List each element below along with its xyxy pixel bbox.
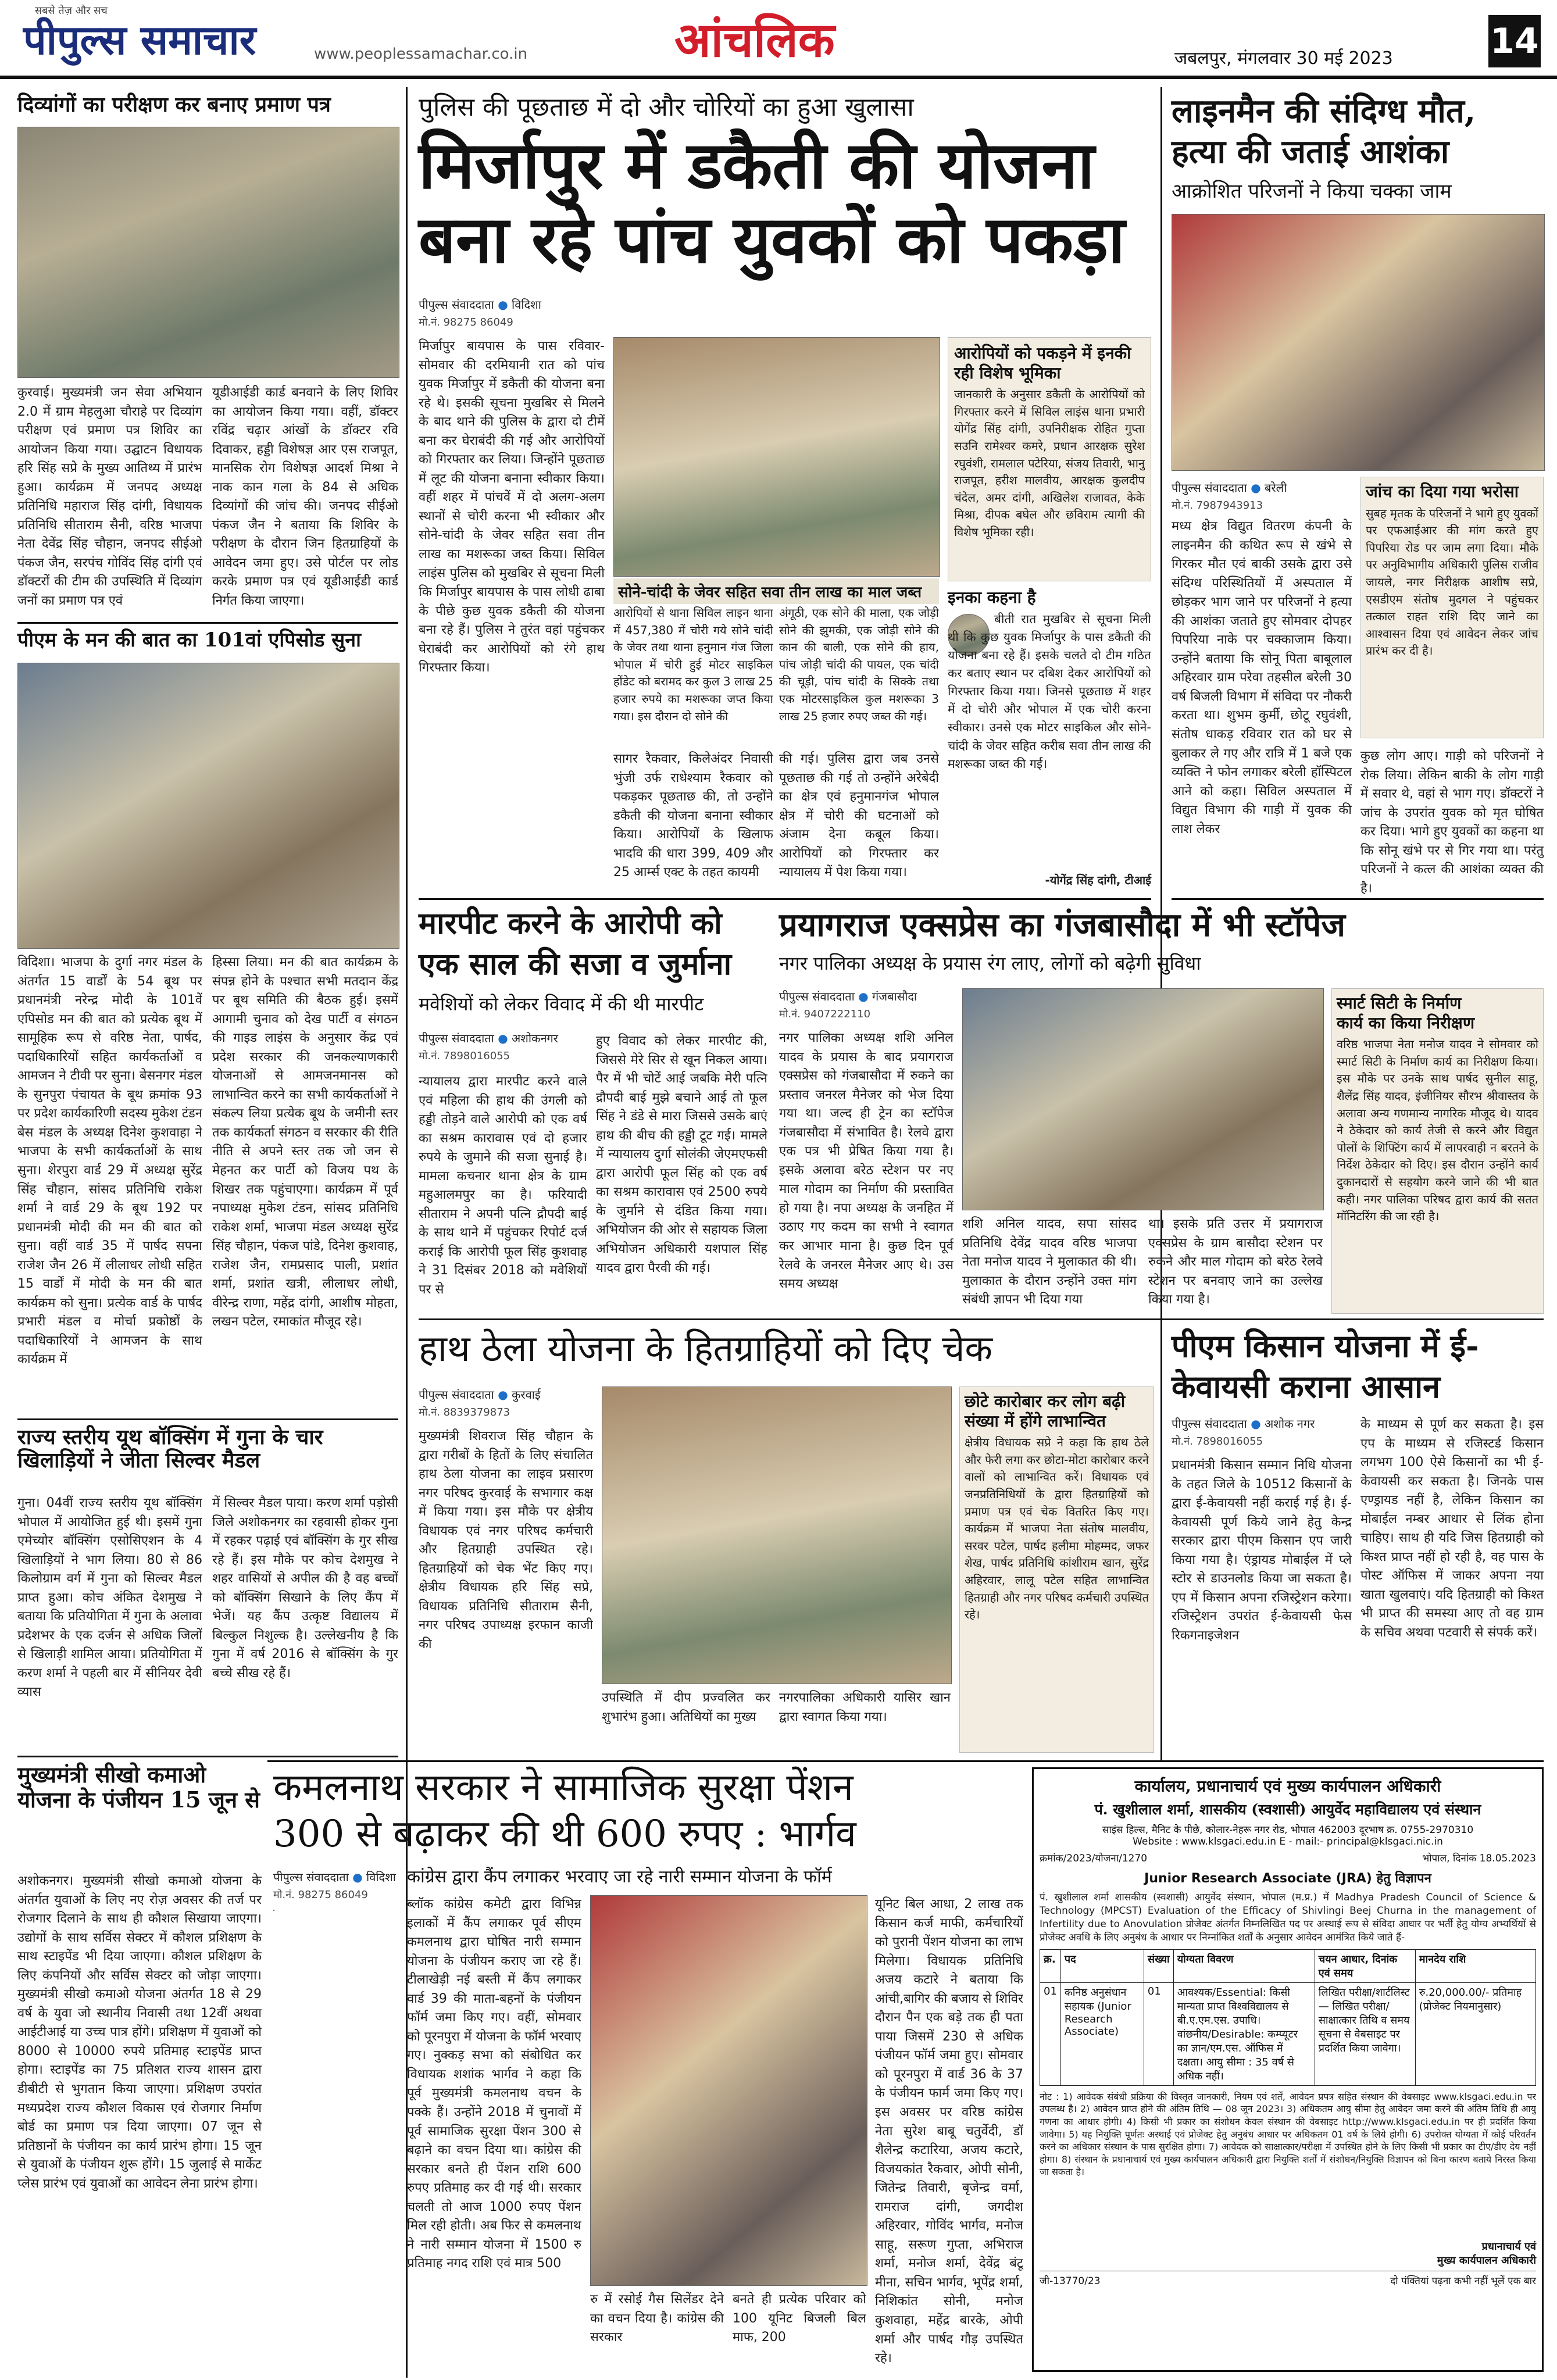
photo-caption-a11-a: रु में रसोई गैस सिलेंडर देने का वचन दिया है। कांग्रेस की सरकार xyxy=(590,2292,724,2345)
ad-advert-title: Junior Research Associate (JRA) हेतु विज्ञापन xyxy=(1144,1871,1431,1886)
byline-a11: पीपुल्स संवाददाता ● विदिशा xyxy=(273,1870,396,1884)
subhead-a11: कांग्रेस द्वारा कैंप लगाकर भरवाए जा रहे नारी सम्मान योजना के फॉर्म xyxy=(407,1867,832,1887)
photo-caption-a9-a: उपस्थिति में दीप प्रज्वलित कर शुभारंभ हुआ। अतिथियों का मुख्य xyxy=(602,1691,770,1724)
reporter: पीपुल्स संवाददाता xyxy=(419,1031,494,1045)
mobile-a11: मो.नं. 98275 86049 xyxy=(273,1889,368,1901)
photo-arrested-youths xyxy=(613,337,940,577)
ad-signatory-1: प्रधानाचार्य एवं xyxy=(1481,2240,1536,2253)
sidebar-box-a8 xyxy=(1331,988,1544,1314)
photo-cheque-distribution xyxy=(602,1386,952,1684)
ad-signatory-2: मुख्य कार्यपालन अधिकारी xyxy=(1437,2254,1536,2267)
site-link[interactable]: www.peoplessamachar.co.in xyxy=(314,45,528,63)
sidebar-title-a6: जांच का दिया गया भरोसा xyxy=(1366,482,1519,501)
sidebar-box-a9 xyxy=(959,1386,1154,1753)
article-a10-col2: के माध्यम से पूर्ण कर सकता है। इस एप के माध्यम से रजिस्टर्ड किसान लगभग 100 ऐसे किसानों का भी ई-केवायसी कर सकता है। जिनके पास एण्ड्रायड नहीं है, लेकिन किसान का मोबाईल नम्बर आधार से लिंक होना चाहिए। साथ ही यदि जिस हितग्राही को किश्त प्राप्त नहीं हो रही है, वह पास के पोस्ट ऑफिस में जाकर अपना नया खाता खुलवाएं। यदि हितग्राही को किश्त भी प्राप्त की समस्या आए तो वह ग्राम के सचिव अथवा पटवारी से संपर्क करें। xyxy=(1360,1417,1544,1641)
sidebar-box-a5 xyxy=(948,337,1151,581)
subhead-a7: मवेशियों को लेकर विवाद में की थी मारपीट xyxy=(419,993,704,1015)
ad-table xyxy=(1040,1949,1536,2086)
dateline-place: विदिशा xyxy=(366,1870,396,1884)
ad-ref-date: भोपाल, दिनांक 18.05.2023 xyxy=(1422,1853,1536,1864)
byline-a8: पीपुल्स संवाददाता ● गंजबासौदा xyxy=(779,989,917,1003)
headline-a5-line2: बना रहे पांच युवकों को पकड़ा xyxy=(419,202,1125,278)
ad-title-2: पं. खुशीलाल शर्मा, शासकीय (स्वशासी) आयुर्वेद महाविद्यालय एवं संस्थान xyxy=(1094,1801,1481,1818)
article-a6-col2: कुछ लोग आए। गाड़ी को परिजनों ने रोक लिया। लेकिन बाकी के लोग गाड़ी में सवार थे, वहां से भाग गए। डॉक्टरों ने जांच के उपरांत युवक को मृत घोषित कर दिया। भागे हुए युवकों का कहना था कि सोनू खंभे पर से गिर गया था। परंतु परिजनों ने कत्ल की आशंका व्यक्त की है। xyxy=(1360,749,1544,896)
ad-cell-salary: रु.20,000.00/- प्रतिमाह (प्रोजेक्ट नियमानुसार) xyxy=(1415,1982,1535,2085)
ad-notes: नोट : 1) आवेदक संबंधी प्रक्रिया की विस्तृत जानकारी, नियम एवं शर्तें, आवेदन प्रपत्र सहित संस्थान की वेबसाइट www.klsgaci.edu.in पर उपलब्ध है। 2) आवेदन प्राप्त होने की अंतिम तिथि — 08 जून 2023। 3) अधिकतम आयु सीमा हेतु आवेदन जमा करने की अंतिम तिथि ही आयु गणना का आधार होगी। 4) किसी भी प्रकार का संशोधन केवल संस्थान की वेबसाइट http://www.klsgaci.edu.in पर ही प्रदर्शित किया जावेगा। 5) यह नियुक्ति पूर्णतः अस्थाई एवं प्रोजेक्ट हेतु अनुबंध आधार पर अधिकतम 01 वर्ष के लिये होगी। 6) उपरोक्त योग्यता में कोई परिवर्तन करने का अधिकार संस्थान के पास सुरक्षित होगा। 7) आवेदक को साक्षात्कार/परीक्षा में उपस्थित होने के लिए किसी भी प्रकार का टीए/डीए देय नहीं होगा। 8) संस्थान के प्रधानाचार्य एवं मुख्य कार्यपालन अधिकारी द्वारा नियुक्ति शर्तों में संशोधन/नियुक्ति विज्ञापन को बिना कारण बताये निरस्त किया जा सकता है। xyxy=(1040,2090,1536,2178)
article-a1-col2: यूडीआईडी कार्ड बनवाने के लिए शिविर का आयोजन किया गया। वहीं, डॉक्टर रविंद्र चढ़ार आंखों के डॉक्टर रवि दिवाकर, हड्डी विशेषज्ञ आर एस राजपूत, मानसिक रोग विशेषज्ञ आदर्श मिश्रा ने नाक कान गला के 84 से अधिक दिव्यांगों की जांच की। जनपद सीईओ पंकज जैन ने बताया कि शिविर के परीक्षण के दौरान जिन हितग्राहियों के आवेदन जमा हुए। उसे पोर्टल पर लोड करके प्रमाण पत्र एवं यूडीआईडी कार्ड निर्गत किया जाएगा। xyxy=(212,385,398,609)
quote-title-a5: इनका कहना है xyxy=(948,588,1036,607)
reporter: पीपुल्स संवाददाता xyxy=(273,1870,349,1884)
photo-congress-camp xyxy=(590,1895,867,2286)
headline-a11-line2: 300 से बढ़ाकर की थी 600 रुपए : भार्गव xyxy=(273,1813,856,1856)
sidebar-box-a6 xyxy=(1360,477,1544,738)
reporter: पीपुल्स संवाददाता xyxy=(419,298,494,312)
mobile-a7: मो.नं. 7898016055 xyxy=(419,1050,510,1062)
article-a8-col2: शशि अनिल यादव, सपा सांसद प्रतिनिधि देवेंद्र यादव वरिष्ठ भाजपा नेता मनोज यादव ने मुलाकात की थी। मुलाकात के दौरान उन्होंने उक्त मांग संबंधी ज्ञापन भी दिया गया xyxy=(962,1217,1137,1307)
ad-col-post: पद xyxy=(1060,1949,1144,1982)
brand-logo: पीपुल्स समाचार xyxy=(23,16,256,64)
ad-website[interactable]: Website : www.klsgaci.edu.in E - mail:- principal@klsgaci.nic.in xyxy=(1133,1836,1443,1847)
subhead-a8: नगर पालिका अध्यक्ष के प्रयास रंग लाए, लोगों को बढ़ेगी सुविधा xyxy=(779,952,1201,974)
byline-a7: पीपुल्स संवाददाता ● अशोकनगर xyxy=(419,1031,558,1045)
sidebar-body-a9: क्षेत्रीय विधायक सप्रे ने कहा कि हाथ ठेले और फेरी लगा कर छोटा-मोटा कारोबार करने वालों को लाभान्वित करें। विधायक एवं जनप्रतिनिधियों के द्वारा हितग्राहियों को प्रमाण पत्र एवं चेक वितरित किए गए। कार्यक्रम में भाजपा नेता संतोष मालवीय, सरवर पटेल, पार्षद हलीमा मोहम्मद, जफर शेख, पार्षद प्रतिनिधि कांशीराम खान, सुरेंद्र अहिरवार, लालू पटेल सहित लाभान्वित हितग्राही और नगर परिषद कर्मचारी उपस्थित रहे। xyxy=(965,1435,1149,1622)
ad-col-count: संख्या xyxy=(1144,1949,1173,1982)
divider xyxy=(1172,898,1544,900)
photo-caption-a5: सोने-चांदी के जेवर सहित सवा तीन लाख का माल जब्त xyxy=(613,578,939,604)
headline-a6-line2: हत्या की जताई आशंका xyxy=(1172,133,1449,171)
dateline-place: अशोकनगर xyxy=(512,1031,558,1045)
headline-a4: मुख्यमंत्री सीखो कमाओ योजना के पंजीयन 15 जून से xyxy=(17,1761,260,1813)
photo-camp xyxy=(17,127,399,378)
headline-a9: हाथ ठेला योजना के हितग्राहियों को दिए चेक xyxy=(419,1327,993,1370)
ad-address: साइंस हिल्स, मैनिट के पीछे, कोलार-नेहरू नगर रोड, भोपाल 462003 दूरभाष क्र. 0755-2970310 xyxy=(1102,1824,1474,1836)
ad-intro: पं. खुशीलाल शर्मा शासकीय (स्वशासी) आयुर्वेद संस्थान, भोपाल (म.प्र.) में Madhya Pradesh Council of Science & Technology (MPCST) Evaluation of the Efficacy of Shivlingi Beej Churna in the management of Infertility due to Anovulation प्रोजेक्ट अंतर्गत निम्नलिखित पद पर अस्थाई रूप से संविदा आधार पर भर्ती हेतु योग्य अभ्यर्थियों से प्रोजेक्ट अवधि के लिए अनुबंध के आधार पर निम्नांकित शर्तों के अनुसार आवेदन आमंत्रित किये जाते हैं- xyxy=(1040,1892,1536,1943)
headline-a2: पीएम के मन की बात का 101वां एपिसोड सुना xyxy=(17,628,361,652)
ad-cell-count: 01 xyxy=(1144,1982,1173,2085)
subhead-a6: आक्रोशित परिजनों ने किया चक्का जाम xyxy=(1172,180,1452,203)
sidebar-body-a8: वरिष्ठ भाजपा नेता मनोज यादव ने सोमवार को स्मार्ट सिटी के निर्माण कार्य का निरीक्षण किया। इस मौके पर उनके साथ पार्षद सुनील साहू, शैलेंद्र सिंह यादव, इंजीनियर सौरभ श्रीवास्तव के अलावा अन्य गणमान्य नागरिक मौजूद थे। यादव ने ठेकेदार को कार्य तेजी से करने और विद्युत पोलों के शिफ्टिंग कार्य में लापरवाही न बरतने के निर्देश ठेकेदार को दिए। इस दौरान उन्होंने कार्य दुकानदारों से सहयोग करने जाने की भी बात कही। नगर पालिका परिषद द्वारा कार्य की सतत मॉनिटरिंग की जा रही है। xyxy=(1337,1037,1538,1224)
section-title: आंचलिक xyxy=(674,12,835,68)
headline-a10-line2: केवायसी कराना आसान xyxy=(1172,1368,1441,1405)
article-a3-col2: में सिल्वर मैडल पाया। करण शर्मा पड़ोसी जिले अशोकनगर का रहवासी होकर गुना में रहकर पढ़ाई एवं बॉक्सिंग के गुर सीख रहे हैं। इस मौके पर कोच देशमुख ने शहर वासियों से अपील की है वह बच्चों को बॉक्सिंग सिखाने के लिए कैंप में भेजें। यह कैंप उत्कृष्ट विद्यालय में बिल्कुल निशुल्क है। उल्लेखनीय है कि गुना में वर्ष 2016 से बॉक्सिंग के गुर बच्चे सीख रहे हैं। xyxy=(212,1496,398,1681)
article-a7-col1: न्यायालय द्वारा मारपीट करने वाले एवं महिला की हाथ की उंगली को हड्डी तोड़ने वाले आरोपी को एक वर्ष का सश्रम कारावास एवं दो हजार रुपये के जुमाने की सजा सुनाई है। मामला कचनार थाना क्षेत्र के ग्राम महुआलमपुर का है। फरियादी सीताराम ने अपनी पत्नि द्रौपदी बाई के साथ थाने में पहुंचकर रिपोर्ट दर्ज कराई कि आरोपी फूल सिंह कुशवाह ने 31 दिसंबर 2018 को मवेशियों पर से xyxy=(419,1074,587,1298)
ad-cell-selection: लिखित परीक्षा/शार्टलिस्ट — लिखित परीक्षा/साक्षात्कार तिथि व समय सूचना से वेबसाइट पर प्रदर्शित किया जावेगा। xyxy=(1315,1982,1415,2085)
advertisement-jra xyxy=(1032,1767,1544,2372)
ad-col-qualification: योग्यता विवरण xyxy=(1173,1949,1315,1982)
article-a5-col1: मिर्जापुर बायपास के पास रविवार-सोमवार की दरमियानी रात को पांच युवक मिर्जापुर में डकैती की योजना बना रहे थे। इसकी सूचना मुखबिर से मिलने के बाद थाने की पुलिस के द्वारा दो टीमें बना कर घेराबंदी की गई और आरोपियों को गिरफ्तार कर लिया। जिन्होंने पूछताछ में लूट की योजना बनाना स्वीकार किया। वहीं शहर में पांचवें में दो अलग-अलग स्थानों से चोरी करना भी स्वीकार और सोने-चांदी के जेवर सहित सवा तीन लाख का मशरूका जब्त किया। सिविल लाइंस पुलिस को मुखबिर से सूचना मिली कि मिर्जापुर बायपास के पास लोधी ढाबा के पीछे कुछ युवक डकैती की योजना बना रहे हैं। पुलिस ने तुरंत वहां पहुंचकर घेराबंदी कर आरोपियों को रंगे हाथ गिरफ्तार किया। xyxy=(419,339,605,676)
ad-table-header xyxy=(1040,1949,1536,1982)
sidebar-title-a9: छोटे कारोबार कर लोग बढ़ी संख्या में होंगे लाभान्वित xyxy=(965,1392,1126,1431)
dateline-place: कुरवाई xyxy=(512,1388,541,1402)
headline-a3: राज्य स्तरीय यूथ बॉक्सिंग में गुना के चार खिलाड़ियों ने जीता सिल्वर मैडल xyxy=(17,1425,323,1473)
divider xyxy=(17,1756,398,1757)
article-a5-col4: की गई। पुलिस द्वारा जब उनसे पूछताछ की गई तो उन्होंने अरेबेदी का क्षेत्र एवं हनुमानगंज भोपाल क्षेत्र में चोरी की घटनाओं को अंजाम देना कबूल किया। आरोपियों को गिरफ्तार कर न्यायालय में पेश किया गया। xyxy=(779,752,939,880)
divider xyxy=(419,898,1151,900)
reporter: पीपुल्स संवाददाता xyxy=(779,989,855,1003)
photo-road-blockade xyxy=(1172,214,1545,471)
byline-a10: पीपुल्स संवाददाता ● अशोक नगर xyxy=(1172,1417,1315,1431)
byline-a9: पीपुल्स संवाददाता ● कुरवाई xyxy=(419,1388,541,1402)
ad-cell-post: कनिष्ठ अनुसंधान सहायक (Junior Research Associate) xyxy=(1060,1982,1144,2085)
byline-a5: पीपुल्स संवाददाता ● विदिशा xyxy=(419,298,541,312)
ad-cell-qualification: आवश्यक/Essential: किसी मान्यता प्राप्त विश्वविद्यालय से बी.ए.एम.एस. उपाधि। वांछनीय/Desirable: कम्प्यूटर का ज्ञान/एम.एस. ऑफिस में दक्षता। आयु सीमा : 35 वर्ष से अधिक नहीं। xyxy=(1173,1982,1315,2085)
ad-ref-row xyxy=(1040,1851,1536,1864)
ad-col-sno: क्र. xyxy=(1040,1949,1061,1982)
mobile-a6: मो.नं. 7987943913 xyxy=(1172,499,1263,512)
page-number: 14 xyxy=(1488,15,1541,67)
article-a4: अशोकनगर। मुख्यमंत्री सीखो कमाओ योजना के अंतर्गत युवाओं के लिए नए रोज़ अवसर की तर्ज पर रोजगार दिलाने के साथ ही कौशल सिखाया जाएगा। उद्योगों के साथ सर्विस सेक्टर में कौशल प्रशिक्षण के साथ स्टाइपेंड भी दिया जाएगा। कौशल प्रशिक्षण के लिए कंपनियों और सर्विस सेक्टर को जोड़ा जाएगा। मुख्यमंत्री सीखो कमाओ योजना अंतर्गत 18 से 29 वर्ष के युवा जो स्थानीय निवासी तथा 12वीं अथवा आईटीआई या उच्च पात्र होंगे। प्रशिक्षण में युवाओं को 8000 से 10000 रुपये प्रतिमाह स्टाइपेंड प्राप्त होगा। स्टाइपेंड का 75 प्रतिशत राज्य शासन द्वारा डीबीटी से भुगतान किया जाएगा। प्रशिक्षण उपरांत मध्यप्रदेश राज्य कौशल विकास एवं रोजगार निर्माण बोर्ड का प्रमाण पत्र दिया जाएगा। 07 जून से प्रतिष्ठानों के पंजीयन का कार्य प्रारंभ होगा। 15 जून से युवाओं के पंजीयन शुरू होंगे। 15 जुलाई से मार्केट प्लेस प्रारंभ एवं युवाओं का आवेदन लेना प्रारंभ होगा। xyxy=(17,1874,262,2191)
photo-railway-inspection xyxy=(962,988,1324,1210)
article-a5-col3: सागर रैकवार, किलेअंदर निवासी भुंजी उर्फ राधेश्याम रैकवार को पकड़कर पूछताछ की, तो उन्होंने डकैती की योजना बनाना स्वीकार किया। आरोपियों के खिलाफ भादवि की धारा 399, 409 और 25 आर्म्स एक्ट के तहत कायमी xyxy=(613,752,773,880)
article-a11-col1: ब्लॉक कांग्रेस कमेटी द्वारा विभिन्न इलाकों में कैंप लगाकर पूर्व सीएम कमलनाथ द्वारा घोषित नारी सम्मान योजना के पंजीयन कराए जा रहे हैं। टीलाखेड़ी नई बस्ती में कैंप लगाकर वार्ड 39 की माता-बहनों के पंजीयन फॉर्म जमा किए गए। वहीं, सोमवार को पूरनपुरा में योजना के फॉर्म भरवाए गए। नुक्कड़ सभा को संबोधित कर विधायक शशांक भार्गव ने कहा कि पूर्व मुख्यमंत्री कमलनाथ वचन के पक्के हैं। उन्होंने 2018 में चुनावों में पूर्व सामाजिक सुरक्षा पेंशन 300 से बढ़ाने का वचन दिया था। कांग्रेस की सरकार बनते ही पेंशन राशि 600 रुपए प्रतिमाह कर दी गई थी। सरकार चलती तो आज 1000 रुपए पेंशन मिल रही होती। अब फिर से कमलनाथ ने नारी सम्मान योजना में 1500 रु प्रतिमाह नगद राशि एवं मात्र 500 xyxy=(407,1897,581,2271)
mobile-a5: मो.नं. 98275 86049 xyxy=(419,316,513,328)
mobile-a10: मो.नं. 7898016055 xyxy=(1172,1435,1263,1448)
reporter: पीपुल्स संवाददाता xyxy=(1172,481,1247,495)
article-a10-col1: प्रधानमंत्री किसान सम्मान निधि योजना के तहत जिले के 10512 किसानों के द्वारा ई-केवायसी नहीं कराई गई है। ई-केवायसी पूर्ण किये जाने हेतु केन्द्र सरकार द्वारा पीएम किसान एप जारी किया गया है। एंड्रायड मोबाईल में प्ले स्टोर से डाउनलोड किया जा सकता है। एप में किसान अपना रजिस्ट्रेशन करेगा। रजिस्ट्रेशन उपरांत ई-केवायसी फेस रिकगनाइजेशन xyxy=(1172,1458,1352,1643)
headline-a1: दिव्यांगों का परीक्षण कर बनाए प्रमाण पत्र xyxy=(17,92,331,117)
article-a11-col3: यूनिट बिल आधा, 2 लाख तक किसान कर्ज माफी, कर्मचारियों को पुरानी पेंशन योजना का लाभ मिलेगा। विधायक प्रतिनिधि अजय कटारे ने बताया कि आंची,बागिर की बजाय से शिविर दौरान पैन एक बड़े तक ही पता पाया जिसमें 230 से अधिक पंजीयन फॉर्म जमा हुए। सोमवार को पूरनपुरा में वार्ड 36 के 37 के पंजीयन फार्म जमा किए गए। इस अवसर पर वरिष्ठ कांग्रेस नेता सुरेश बाबू चतुर्वेदी, डॉ शैलेन्द्र कटारिया, अजय कटारे, विजयकांत रैकवार, ओपी सोनी, जितेन्द्र तिवारी, बृजेन्द्र वर्मा, रामराज दांगी, जगदीश अहिरवार, गोविंद भार्गव, मनोज साहू, सरूण गुप्ता, अभिराज शर्मा, मनोज शर्मा, देवेंद्र बंटू मीना, सचिन भार्गव, भूपेंद्र शर्मा, निशिकांत सोनी, मनोज कुशवाहा, महेंद्र बारके, ओपी शर्मा और पार्षद गौड़ उपस्थित रहे। xyxy=(875,1897,1023,2366)
divider xyxy=(419,1318,1544,1320)
dateline-place: विदिशा xyxy=(512,298,541,312)
headline-a7-line2: एक साल की सजा व जुर्माना xyxy=(419,946,732,982)
reporter: पीपुल्स संवाददाता xyxy=(419,1388,494,1402)
ad-footer xyxy=(1040,2271,1536,2287)
headline-a5-line1: मिर्जापुर में डकैती की योजना xyxy=(419,127,1095,203)
sidebar-title-a8-line1: स्मार्ट सिटी के निर्माण xyxy=(1337,994,1462,1013)
article-a9-col1: मुख्यमंत्री शिवराज सिंह चौहान के द्वारा गरीबों के हितों के लिए संचालित हाथ ठेला योजना का लाइव प्रसारण नगर परिषद कुरवाई के सभागार कक्ष में किया गया। इस मौके पर क्षेत्रीय विधायक एवं नगर परिषद कर्मचारी और हितग्राही उपस्थित रहे। हितग्राहियों को चेक भेंट किए गए। क्षेत्रीय विधायक हरि सिंह सप्रे, विधायक प्रतिनिधि सीताराम सैनी, नगर परिषद उपाध्यक्ष इरफान काजी की xyxy=(419,1429,593,1652)
quote-author-a5: -योगेंद्र सिंह दांगी, टीआई xyxy=(1045,873,1151,887)
sidebar-title-a8-line2: कार्य का किया निरीक्षण xyxy=(1337,1013,1475,1032)
brand-tagline: सबसे तेज़ और सच xyxy=(35,5,108,17)
photo-caption-a11-b: बनते ही प्रत्येक परिवार को 100 यूनिट बिजली बिल माफ, 200 xyxy=(733,2292,866,2345)
reporter: पीपुल्स संवाददाता xyxy=(1172,1417,1247,1431)
caption-a5-col2: अंगूठी, एक सोने की माला, एक जोड़ी सोने की झुमकी, एक जोड़ी सोने की कान की बाली, एक सोने की हाय, पांच जोड़ी चांदी की पायल, एक चांदी की चूड़ी, पांच चांदी के सिक्के तथा एक मोटरसाइकिल कुल मशरूका 3 लाख 25 हजार रुपए जब्त की गई। xyxy=(779,606,939,723)
article-a8-col1: नगर पालिका अध्यक्ष शशि अनिल यादव के प्रयास के बाद प्रयागराज एक्सप्रेस को गंजबासौदा में रुकने का प्रस्ताव जनरल मैनेजर को भेज दिया गया था। जल्द ही ट्रेन का स्टॉपेज गंजबासौदा में संभावित है। रेलवे द्वारा एक पत्र भी प्रेषित किया गया है। इसके अलावा बरेठ स्टेशन पर नए माल गोदाम का निर्माण की प्रस्तावित हो गया है। नपा अध्यक्ष के जनहित में उठाए गए कदम का सभी ने स्वागत कर आभार माना है। कुछ दिन पूर्व रेलवे के जनरल मैनेजर आए थे। उस समय अध्यक्ष xyxy=(779,1031,954,1292)
article-a6-col1: मध्य क्षेत्र विद्युत वितरण कंपनी के लाइनमैन की कथित रूप से खंभे से गिरकर मौत एवं बाकी उसके द्वारा उसे संदिग्ध परिस्थितियों में अस्पताल में छोड़कर भाग जाने पर परिजनों ने हत्या की आशंका जताते हुए सोमवार दोपहर पिपरिया नाके पर चक्काजाम किया। उन्होंने बताया कि सोनू पिता बाबूलाल अहिरवार ग्राम परेवा तहसील बरेली 30 वर्ष बिजली विभाग में संविदा पर नौकरी करता था। शुभम कुर्मी, छोटू रघुवंशी, संतोष धाकड़ रविवार रात को घर से बुलाकर ले गए और रात्रि में 1 बजे एक व्यक्ति ने फोन लगाकर बरेली हॉस्पिटल आने को कहा। सिविल अस्पताल में विद्युत विभाग की गाड़ी में युवक की लाश लेकर xyxy=(1172,519,1352,837)
photo-mann-ki-baat xyxy=(17,663,399,949)
caption-a5-col1: आरोपियों से थाना सिविल लाइन थाना में 457,380 में चोरी गये सोने चांदी के जेवर तथा थाना हनुमान गंज जिला भोपाल में चोरी हुई मोटर साइकिल होंडेट को बरामद कर कुल 3 लाख 25 हजार रुपये का मशरूका जप्त किया गया। इस दौरान दो सोने की xyxy=(613,606,773,723)
article-a2-col1: विदिशा। भाजपा के दुर्गा नगर मंडल के अंतर्गत 15 वार्डों के 54 बूथ पर प्रधानमंत्री नरेन्द्र मोदी के 101वें एपिसोड मन की बात को प्रत्येक बूथ में सामूहिक रूप से वरिष्ठ नेता, पार्षद, पदाधिकारियों सहित कार्यकर्ताओं व आमजन ने टीवी पर सुना। बेसनगर मंडल के सुनपुरा पंचायत के बूथ क्रमांक 93 पर प्रदेश कार्यकारिणी सदस्य मुकेश टंडन बेस मंडल के अध्यक्ष दिनेश कुशवाहा ने भाजपा के सभी कार्यकर्ताओं के साथ सुना। शेरपुरा वार्ड 29 में अध्यक्ष सुरेंद्र सिंह चौहान, सांसद प्रतिनिधि राकेश शर्मा ने वार्ड 29 के बूथ 192 पर प्रधानमंत्री मोदी की मन की बात को सुना। वहीं वार्ड 35 में पार्षद सपना राजेश जैन 26 में लीलाधर लोधी सहित 15 वार्डों में मोदी के मन की बात कार्यक्रम को सुना। प्रत्येक वार्ड के पार्षद प्रभारी मंडल व मोर्चा प्रकोष्ठों के पदाधिकारियों ने आमजन के साथ कार्यक्रम में xyxy=(17,955,202,1367)
divider xyxy=(267,1760,1544,1762)
article-a7-col2: हुए विवाद को लेकर मारपीट की, जिससे मेरे सिर से खून निकल आया। पैर में भी चोटें आई जबकि मेरी पत्नि द्रौपदी बाई मुझे बचाने आई तो फूल सिंह ने डंडे से मारा जिससे उसके बाएं हाथ की बीच की हड्डी टूट गई। मामले में न्यायालय दुर्गा सोलंकी जेएमएफसी द्वारा आरोपी फूल सिंह को एक वर्ष का सश्रम कारावास एवं 2500 रुपये के जुर्माने से दंडित किया गया। अभियोजन की ओर से सहायक जिला अभियोजन अधिकारी यशपाल सिंह यादव द्वारा पैरवी की गई। xyxy=(596,1034,767,1275)
article-a2-col2: हिस्सा लिया। मन की बात कार्यक्रम के संपन्न होने के पश्चात सभी मतदान केंद्र पर बूथ समिति की बैठक हुई। इसमें आगामी चुनाव को देख पार्टी व संगठन की गाइड लाइंस के अनुसार केंद्र एवं प्रदेश सरकार की जनकल्याणकारी योजनाओं से आमजनमानस को लाभान्वित करने का सभी कार्यकर्ताओं ने संकल्प लिया प्रत्येक बूथ के जमीनी स्तर तक कार्यकर्ता संगठन व सरकार की रीति नीति से अपने स्तर तक जो जन से मेहनत कर पार्टी को विजय पथ के शिखर तक पहुंचाएगा। कार्यक्रम में पूर्व नपाध्यक्ष मुकेश टंडन, सांसद प्रतिनिधि राकेश शर्मा, भाजपा मंडल अध्यक्ष सुरेंद्र सिंह चौहान, पंकज पांडे, दिनेश कुशवाह, राजेश जैन, रामप्रसाद पाली, प्रशांत शर्मा, प्रशांत खत्री, लीलाधर लोधी, वीरेन्द्र राणा, महेंद्र दांगी, आशीष मोहता, लखन पटेल, रमाकांत मौजूद रहे। xyxy=(212,955,398,1330)
divider xyxy=(17,1418,398,1420)
quote-body-a5: बीती रात मुखबिर से सूचना मिली थी कि कुछ युवक मिर्जापुर के पास डकैती की योजना बना रहे हैं। इसके चलते दो टीम गठित कर बताए स्थान पर दबिश देकर आरोपियों को गिरफ्तार किया गया। जिनसे पूछताछ में शहर में दो चोरी और भोपाल में एक चोरी करना स्वीकार। उनसे एक मोटर साइकिल और सोने-चांदी के जेवर सहित करीब सवा तीन लाख की मशरूका जब्त की गई। xyxy=(948,612,1151,771)
dateline-place: गंजबासौदा xyxy=(872,989,917,1003)
headline-a11-line1: कमलनाथ सरकार ने सामाजिक सुरक्षा पेंशन xyxy=(273,1766,854,1809)
masthead xyxy=(0,0,1557,79)
ad-col-salary: मानदेय राशि xyxy=(1415,1949,1535,1982)
mobile-a9: मो.नं. 8839379873 xyxy=(419,1406,510,1418)
article-a1-col1: कुरवाई। मुख्यमंत्री जन सेवा अभियान 2.0 में ग्राम मेहलुआ चौराहे पर दिव्यांग परीक्षण एवं प्रमाण पत्र शिविर का आयोजन किया गया। उद्घाटन विधायक हरि सिंह सप्रे के मुख्य आतिथ्य में प्रारंभ हुआ। कार्यक्रम में जनपद अध्यक्ष प्रतिनिधि महाराज सिंह दांगी, विधायक प्रतिनिधि सीताराम सैनी, वरिष्ठ भाजपा नेता देवेंद्र सिंह चौहान, जनपद सीईओ पंकज जैन, सरपंच गोविंद सिंह दांगी एवं डॉक्टरों की टीम की उपस्थिति में दिव्यांग जनों का प्रमाण पत्र एवं xyxy=(17,385,202,609)
ad-cell-sno: 01 xyxy=(1040,1982,1061,2085)
table-row xyxy=(1040,1982,1536,2085)
sidebar-body-a6: सुबह मृतक के परिजनों ने भागे हुए युवकों पर एफआईआर की मांग करते हुए पिपरिया रोड पर जाम लगा दिया। मौके पर अनुविभागीय अधिकारी पुलिस राजीव जायले, नगर निरीक्षक आशीष सप्रे, एसडीएम संतोष मुदगल ने पहुंचकर तत्काल राहत राशि दिए जाने का आश्वासन दिया एवं आवेदन लेकर जांच प्रारंभ कर दी है। xyxy=(1366,506,1538,658)
headline-a10-line1: पीएम किसान योजना में ई- xyxy=(1172,1327,1479,1364)
divider xyxy=(17,622,398,624)
ad-col-selection: चयन आधार, दिनांक एवं समय xyxy=(1315,1949,1415,1982)
spacer xyxy=(273,1910,274,1911)
ad-ref-number: क्रमांक/2023/योजना/1270 xyxy=(1040,1853,1148,1864)
sidebar-title-a5: आरोपियों को पकड़ने में इनकी रही विशेष भूमिका xyxy=(954,344,1131,383)
sidebar-body-a5: जानकारी के अनुसार डकैती के आरोपियों को गिरफ्तार करने में सिविल लाइंस थाना प्रभारी योगेंद्र सिंह दांगी, उपनिरीक्षक रोहित गुप्ता सउनि रामेश्वर कमरे, प्रधान आरक्षक सुरेश रघुवंशी, रामलाल पटेरिया, संजय तिवारी, भानु राजपूत, हरीश मालवीय, आरक्षक कुलदीप चंदेल, अमर दांगी, अखिलेश राजावत, केके मिश्रा, दीपक बघेल और छविराम त्यागी की विशेष भूमिका रही। xyxy=(954,387,1145,539)
ad-title-1: कार्यालय, प्रधानाचार्य एवं मुख्य कार्यपालन अधिकारी xyxy=(1134,1777,1441,1796)
article-a8-col3: था। इसके प्रति उत्तर में प्रयागराज एक्सप्रेस के ग्राम बासौदा स्टेशन पर रुकने और माल गोदाम को बरेठ रेलवे स्टेशन पर बनवाए जाने का उल्लेख किया गया है। xyxy=(1148,1217,1323,1307)
headline-a7-line1: मारपीट करने के आरोपी को xyxy=(419,906,722,941)
mobile-a8: मो.नं. 9407222110 xyxy=(779,1008,871,1020)
dateline: जबलपुर, मंगलवार 30 मई 2023 xyxy=(1174,48,1393,69)
byline-a6: पीपुल्स संवाददाता ● बरेली xyxy=(1172,481,1287,495)
ad-footer-text: दो पंक्तियां पढ़ना कभी नहीं भूलें एक बार xyxy=(1390,2275,1536,2287)
headline-a6-line1: लाइनमैन की संदिग्ध मौत, xyxy=(1172,92,1476,130)
headline-a8: प्रयागराज एक्सप्रेस का गंजबासौदा में भी स्टॉपेज xyxy=(779,906,1345,944)
ad-code: जी-13770/23 xyxy=(1040,2275,1101,2287)
column-rule xyxy=(1160,1318,1162,1760)
photo-caption-a9-b: नगरपालिका अधिकारी यासिर खान द्वारा स्वागत किया गया। xyxy=(779,1691,951,1724)
dateline-place: बरेली xyxy=(1265,481,1287,495)
kicker-a5: पुलिस की पूछताछ में दो और चोरियों का हुआ खुलासा xyxy=(419,92,914,122)
dateline-place: अशोक नगर xyxy=(1265,1417,1315,1431)
article-a3-col1: गुना। 04वीं राज्य स्तरीय यूथ बॉक्सिंग भोपाल में आयोजित हुई थी। इसमें गुना एमेच्योर बॉक्सिंग एसोसिएशन के 4 खिलाड़ियों ने भाग लिया। 80 से 86 किलोग्राम वर्ग में गुना को सिल्वर मैडल प्राप्त हुआ। कोच अंकित देशमुख ने बताया कि प्रतियोगिता में गुना के अलावा प्रदेशभर के एक दर्जन से अधिक जिलों से खिलाड़ी शामिल आया। प्रतियोगिता में करण शर्मा ने पहली बार में सीनियर देवी व्यास xyxy=(17,1496,202,1700)
